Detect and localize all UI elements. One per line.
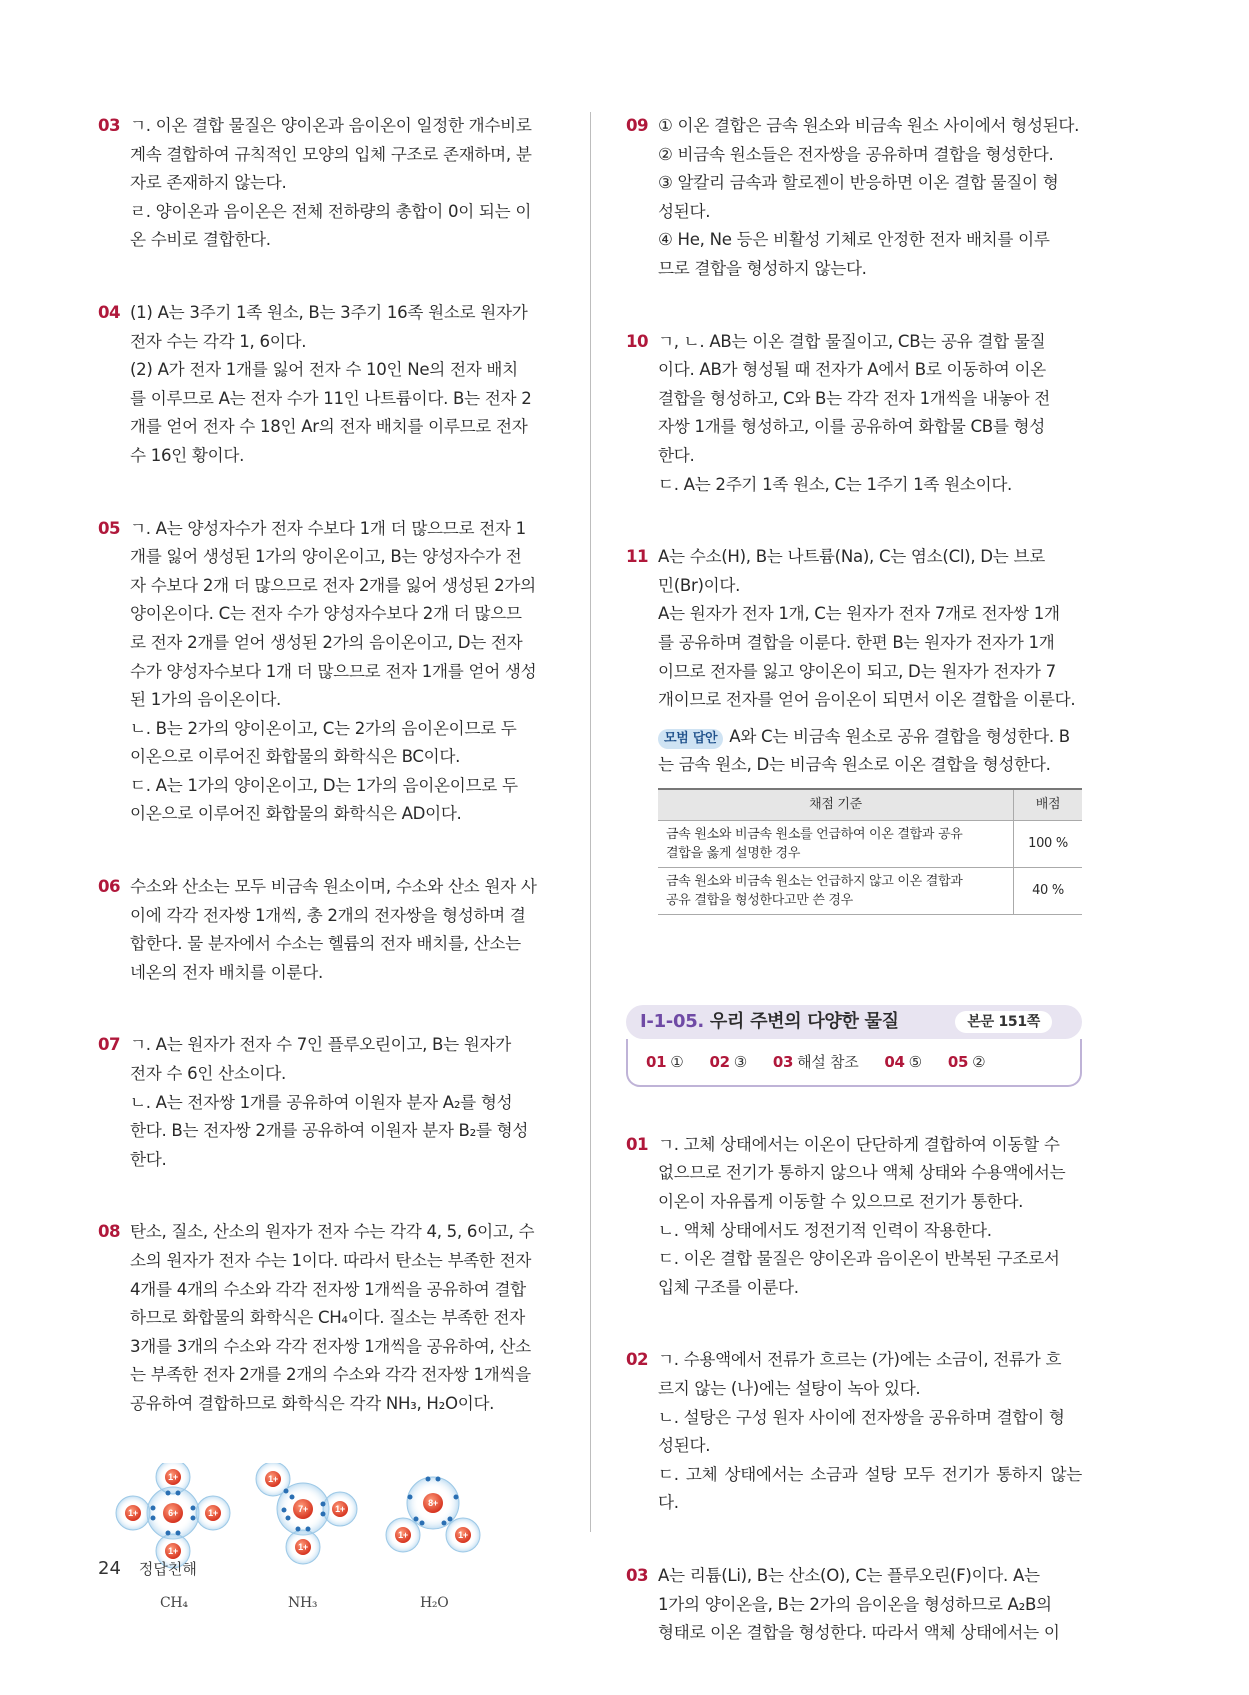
question-number: 07 (98, 1035, 121, 1055)
quick-answers (626, 1039, 1082, 1087)
question-number: 09 (626, 116, 649, 135)
answer-line: 수 16인 황이다. (130, 445, 245, 465)
answer-line: 성된다. (658, 201, 711, 221)
question-number: 10 (626, 331, 649, 351)
answer-line: ㄱ. 고체 상태에서는 이온이 단단하게 결합하여 이동할 수 (658, 1134, 1060, 1154)
answer-line: 자쌍 1개를 형성하고, 이를 공유하여 화합물 CB를 형성 (658, 417, 1046, 437)
nh3-label: NH₃ (288, 1594, 318, 1611)
answer-line: ㄱ. A는 양성자수가 전자 수보다 1개 더 많으므로 전자 1 (130, 518, 526, 538)
answer-line: 이온으로 이루어진 화합물의 화학식은 BC이다. (130, 747, 461, 767)
question-number: 04 (98, 302, 121, 322)
table-cell: 금속 원소와 비금속 원소는 언급하지 않고 이온 결합과 (666, 873, 963, 889)
page-reference: 본문 151쪽 (955, 1011, 1052, 1033)
answer-line: 온 수비로 결합한다. (130, 230, 271, 250)
answer-line: 소의 원자가 전자 수는 1이다. 따라서 탄소는 부족한 전자 (130, 1251, 532, 1270)
answer-line: 를 공유하며 결합을 이룬다. 한편 B는 원자가 전자가 1개 (658, 632, 1055, 652)
quick-answer-item (773, 1048, 859, 1077)
answer-line: 수소와 산소는 모두 비금속 원소이며, 수소와 산소 원자 사 (130, 877, 537, 897)
answer-line: 이다. AB가 형성될 때 전자가 A에서 B로 이동하여 이온 (658, 360, 1046, 380)
answer-line: 개를 얻어 전자 수 18인 Ar의 전자 배치를 이루므로 전자 (130, 417, 528, 437)
answer-line: ㄷ. 고체 상태에서는 소금과 설탕 모두 전기가 통하지 않는다. (658, 1464, 1082, 1513)
answer-line: 한다. (130, 1149, 167, 1169)
quick-answer-item (709, 1048, 746, 1077)
h-nucleus-label: 1+ (398, 1529, 408, 1540)
answer-line: 르지 않는 (나)에는 설탕이 녹아 있다. (658, 1379, 921, 1399)
quick-answer-value: ① (670, 1052, 684, 1071)
section-title (640, 1008, 899, 1037)
quick-answer-value: ② (972, 1052, 986, 1071)
answer-line: ㄴ. 액체 상태에서도 정전기적 인력이 작용한다. (658, 1220, 992, 1240)
answer-line: 공유하여 결합하므로 화학식은 각각 NH₃, H₂O이다. (130, 1393, 495, 1413)
answer-line: 수가 양성자수보다 1개 더 많으므로 전자 1개를 얻어 생성 (130, 661, 537, 681)
h2o-label: H₂O (420, 1594, 449, 1611)
question-04 (98, 299, 548, 471)
c-nucleus-label: 6+ (168, 1507, 178, 1518)
answer-line: (2) A가 전자 1개를 잃어 전자 수 10인 Ne의 전자 배치 (130, 360, 518, 380)
table-cell: 결합을 옳게 설명한 경우 (666, 845, 801, 861)
scoring-table (658, 788, 1082, 915)
question-03 (626, 1562, 1082, 1648)
left-questions (98, 112, 548, 1419)
answer-line: 는 부족한 전자 2개를 2개의 수소와 각각 전자쌍 1개씩을 (130, 1365, 531, 1385)
question-07 (98, 1031, 548, 1174)
model-answer-line: A와 C는 비금속 원소로 공유 결합을 형성한다. B (729, 726, 1070, 746)
question-number: 06 (98, 877, 121, 897)
table-row (658, 867, 1082, 914)
answer-line: ㄱ, ㄴ. AB는 이온 결합 물질이고, CB는 공유 결합 물질 (658, 331, 1046, 351)
model-answer-badge: 모범 답안 (658, 729, 723, 749)
h-nucleus-label: 1+ (128, 1507, 138, 1518)
question-01 (626, 1131, 1082, 1303)
h-nucleus-label: 1+ (298, 1541, 308, 1552)
question-number: 08 (98, 1222, 121, 1242)
question-number: 03 (98, 116, 121, 135)
quick-answer-number: 03 (772, 1052, 794, 1071)
answer-line: ③ 알칼리 금속과 할로젠이 반응하면 이온 결합 물질이 형 (658, 173, 1059, 193)
n-nucleus-label: 7+ (298, 1503, 308, 1514)
table-cell: 40 % (1014, 867, 1083, 914)
answer-line: 전자 수는 각각 1, 6이다. (130, 331, 307, 351)
question-11 (626, 543, 1082, 715)
section-header (626, 1005, 1082, 1039)
question-09 (626, 112, 1082, 284)
answer-line: ① 이온 결합은 금속 원소와 비금속 원소 사이에서 형성된다. (658, 116, 1080, 135)
answer-line: 한다. (658, 445, 695, 465)
h-nucleus-label: 1+ (168, 1471, 178, 1482)
answer-line: 이므로 전자를 잃고 양이온이 되고, D는 원자가 전자가 7 (658, 661, 1056, 681)
quick-answer-number: 04 (884, 1052, 905, 1071)
answer-line: ② 비금속 원소들은 전자쌍을 공유하며 결합을 형성한다. (658, 144, 1054, 164)
quick-answer-value: ③ (733, 1052, 747, 1071)
book-title: 정답친해 (138, 1560, 197, 1578)
table-header: 배점 (1014, 789, 1083, 821)
section-name: 우리 주변의 다양한 물질 (709, 1010, 899, 1032)
answer-line: 탄소, 질소, 산소의 원자가 전자 수는 각각 4, 5, 6이고, 수 (130, 1222, 535, 1242)
answer-line: 이에 각각 전자쌍 1개씩, 총 2개의 전자쌍을 형성하며 결 (130, 905, 526, 925)
answer-line: ㄷ. A는 2주기 1족 원소, C는 1주기 1족 원소이다. (658, 474, 1013, 494)
answer-line: A는 수소(H), B는 나트륨(Na), C는 염소(Cl), D는 브로 (658, 547, 1045, 567)
right-questions-2 (626, 1131, 1082, 1648)
answer-line: ㄷ. A는 1가의 양이온이고, D는 1가의 음이온이므로 두 (130, 775, 518, 795)
nh3-molecule (256, 1463, 357, 1564)
answer-line: (1) A는 3주기 1족 원소, B는 3주기 16족 원소로 원자가 (130, 302, 528, 322)
quick-answer-number: 01 (646, 1052, 667, 1071)
ch4-molecule (116, 1463, 230, 1568)
answer-line: ㄹ. 양이온과 음이온은 전체 전하량의 총합이 0이 되는 이 (130, 201, 532, 221)
answer-line: 하므로 화합물의 화학식은 CH₄이다. 질소는 부족한 전자 (130, 1308, 525, 1328)
answer-line: 한다. B는 전자쌍 2개를 공유하여 이원자 분자 B₂를 형성 (130, 1121, 529, 1141)
answer-line: 계속 결합하여 규칙적인 모양의 입체 구조로 존재하며, 분 (130, 144, 532, 164)
answer-line: 없으므로 전기가 통하지 않으나 액체 상태와 수용액에서는 (658, 1163, 1066, 1183)
section-box (626, 1005, 1082, 1089)
answer-line: ④ He, Ne 등은 비활성 기체로 안정한 전자 배치를 이루 (658, 230, 1050, 250)
answer-line: ㄴ. A는 전자쌍 1개를 공유하여 이원자 분자 A₂를 형성 (130, 1092, 513, 1112)
answer-line: 성된다. (658, 1436, 711, 1456)
question-number: 03 (626, 1566, 649, 1585)
question-number: 11 (626, 547, 649, 567)
answer-line: 자 수보다 2개 더 많으므로 전자 2개를 잃어 생성된 2가의 (130, 575, 536, 595)
question-number: 02 (626, 1350, 649, 1370)
quick-answer-value: 해설 참조 (797, 1052, 859, 1071)
page-number: 24 (98, 1558, 121, 1579)
table-row (658, 820, 1082, 867)
quick-answer-number: 05 (947, 1052, 969, 1071)
answer-line: 양이온이다. C는 전자 수가 양성자수보다 2개 더 많으므 (130, 604, 522, 624)
answer-line: 합한다. 물 분자에서 수소는 헬륨의 전자 배치를, 산소는 (130, 934, 521, 954)
h-nucleus-label: 1+ (458, 1529, 468, 1540)
answer-line: 므로 결합을 형성하지 않는다. (658, 258, 867, 278)
answer-line: 결합을 형성하고, C와 B는 각각 전자 1개씩을 내놓아 전 (658, 388, 1050, 408)
question-03 (98, 112, 548, 255)
right-column (626, 112, 1082, 1692)
answer-line: ㄱ. 이온 결합 물질은 양이온과 음이온이 일정한 개수비로 (130, 116, 532, 135)
answer-line: 된 1가의 음이온이다. (130, 690, 282, 710)
answer-line: ㄴ. B는 2가의 양이온이고, C는 2가의 음이온이므로 두 (130, 718, 517, 738)
table-header: 채점 기준 (658, 789, 1014, 821)
right-questions (626, 112, 1082, 715)
answer-line: 개를 잃어 생성된 1가의 양이온이고, B는 양성자수가 전 (130, 547, 522, 567)
question-05 (98, 515, 548, 830)
question-02 (626, 1346, 1082, 1518)
question-10 (626, 328, 1082, 500)
answer-line: A는 리튬(Li), B는 산소(O), C는 플루오린(F)이다. A는 (658, 1566, 1040, 1585)
answer-line: ㄴ. 설탕은 구성 원자 사이에 전자쌍을 공유하며 결합이 형 (658, 1407, 1065, 1427)
quick-answer-number: 02 (709, 1052, 730, 1071)
column-divider (590, 112, 591, 1532)
model-answer (626, 723, 1082, 915)
answer-line: 민(Br)이다. (658, 575, 741, 595)
left-column (98, 112, 548, 1613)
molecule-diagrams (98, 1463, 548, 1613)
answer-line: 를 이루므로 A는 전자 수가 11인 나트륨이다. B는 전자 2 (130, 388, 532, 408)
answer-line: A는 원자가 전자 1개, C는 원자가 전자 7개로 전자쌍 1개 (658, 604, 1060, 624)
answer-line: 4개를 4개의 수소와 각각 전자쌍 1개씩을 공유하여 결합 (130, 1279, 526, 1299)
answer-line: 1가의 양이온을, B는 2가의 음이온을 형성하므로 A₂B의 (658, 1594, 1052, 1614)
o-nucleus-label: 8+ (428, 1497, 438, 1508)
question-08 (98, 1218, 548, 1418)
h-nucleus-label: 1+ (335, 1503, 345, 1514)
h2o-molecule (386, 1476, 480, 1552)
answer-line: ㄷ. 이온 결합 물질은 양이온과 음이온이 반복된 구조로서 (658, 1249, 1060, 1269)
answer-line: 형태로 이온 결합을 형성한다. 따라서 액체 상태에서는 이 (658, 1623, 1060, 1643)
page-footer (98, 1558, 197, 1579)
answer-line: 로 전자 2개를 얻어 생성된 2가의 음이온이고, D는 전자 (130, 632, 523, 652)
answer-line: 입체 구조를 이룬다. (658, 1277, 799, 1297)
answer-line: ㄱ. A는 원자가 전자 수 7인 플루오린이고, B는 원자가 (130, 1035, 512, 1055)
answer-line: 자로 존재하지 않는다. (130, 173, 287, 193)
table-cell: 금속 원소와 비금속 원소를 언급하여 이온 결합과 공유 (666, 826, 963, 842)
quick-answer-item (948, 1048, 985, 1077)
answer-line: ㄱ. 수용액에서 전류가 흐르는 (가)에는 소금이, 전류가 흐 (658, 1350, 1062, 1370)
table-cell: 100 % (1014, 820, 1083, 867)
answer-line: 이온으로 이루어진 화합물의 화학식은 AD이다. (130, 804, 462, 824)
quick-answer-item (646, 1048, 683, 1077)
h-nucleus-label: 1+ (168, 1545, 178, 1556)
answer-line: 이온이 자유롭게 이동할 수 있으므로 전기가 통한다. (658, 1192, 1024, 1212)
h-nucleus-label: 1+ (208, 1507, 218, 1518)
answer-line: 개이므로 전자를 얻어 음이온이 되면서 이온 결합을 이룬다. (658, 690, 1076, 710)
table-cell: 공유 결합을 형성한다고만 쓴 경우 (666, 892, 853, 908)
question-number: 05 (98, 518, 121, 538)
question-number: 01 (626, 1134, 649, 1154)
answer-line: 네온의 전자 배치를 이룬다. (130, 962, 323, 982)
question-06 (98, 873, 548, 987)
h-nucleus-label: 1+ (268, 1473, 278, 1484)
quick-answer-item (884, 1048, 921, 1077)
section-prefix: Ⅰ-1-05. (640, 1010, 704, 1032)
answer-line: 3개를 3개의 수소와 각각 전자쌍 1개씩을 공유하여, 산소 (130, 1336, 531, 1356)
model-answer-line: 는 금속 원소, D는 비금속 원소로 이온 결합을 형성한다. (658, 755, 1051, 775)
quick-answer-value: ⑤ (908, 1052, 922, 1071)
ch4-label: CH₄ (160, 1594, 188, 1611)
answer-line: 전자 수 6인 산소이다. (130, 1064, 286, 1084)
